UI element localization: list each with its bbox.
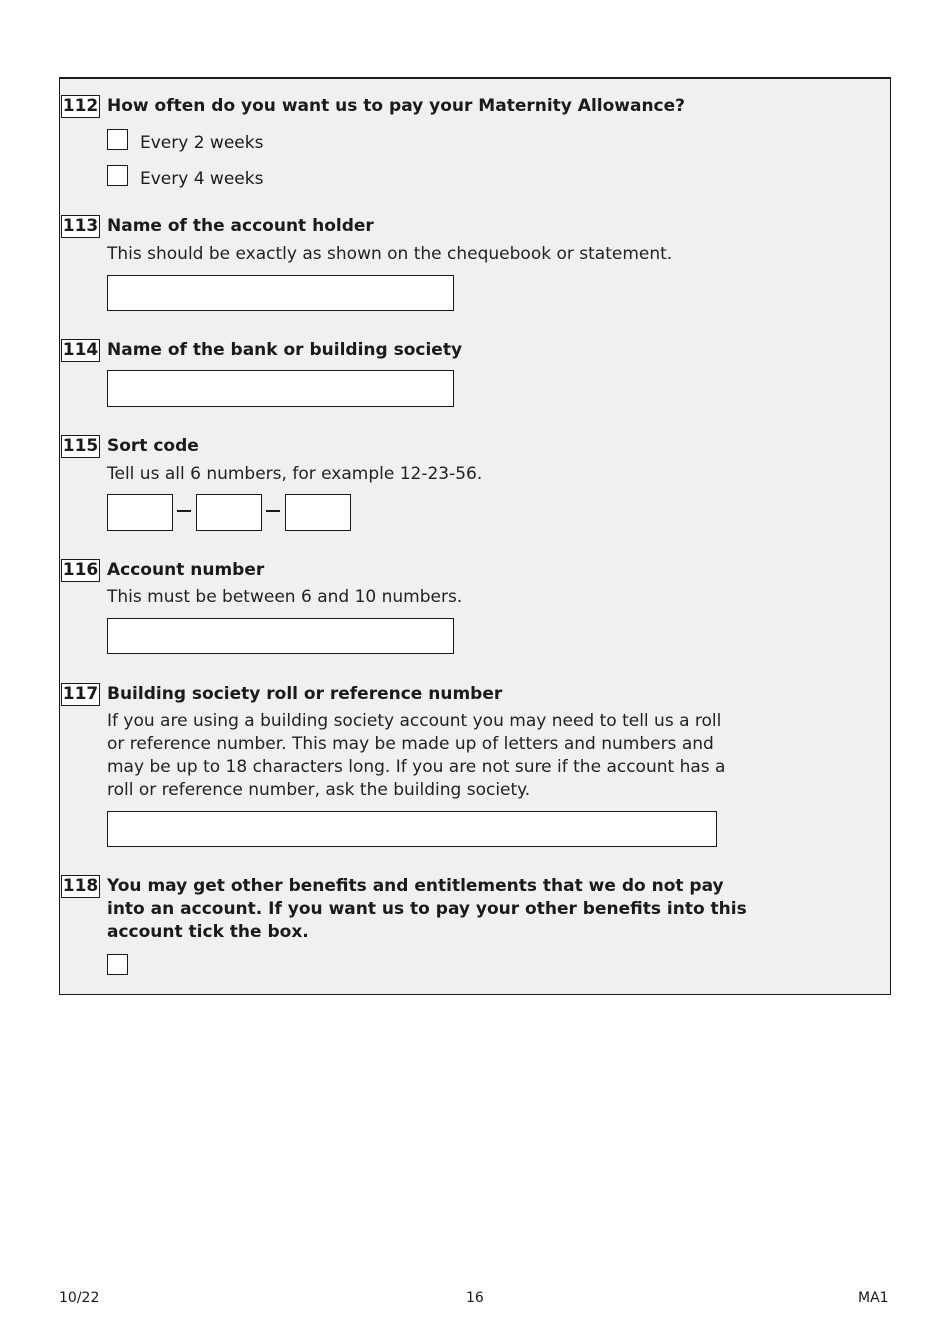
account-number-field[interactable] bbox=[107, 618, 454, 654]
question-number-112: 112 bbox=[62, 96, 99, 116]
question-title-114: Name of the bank or building society bbox=[107, 340, 463, 360]
question-title-117: Building society roll or reference number bbox=[107, 684, 503, 704]
checkbox-every-4-weeks[interactable] bbox=[107, 165, 128, 186]
account-holder-name-field[interactable] bbox=[107, 275, 454, 311]
bank-name-field[interactable] bbox=[107, 370, 454, 407]
sort-code-separator bbox=[177, 510, 191, 512]
roll-reference-number-field[interactable] bbox=[107, 811, 717, 847]
footer-page-number: 16 bbox=[466, 1290, 484, 1306]
question-number-114: 114 bbox=[62, 340, 99, 360]
sort-code-separator bbox=[266, 510, 280, 512]
checkbox-pay-other-benefits[interactable] bbox=[107, 954, 128, 975]
hint-sort-code: Tell us all 6 numbers, for example 12-23-56. bbox=[107, 464, 483, 484]
question-number-113: 113 bbox=[62, 216, 99, 236]
question-number-115: 115 bbox=[62, 436, 99, 456]
option-label-every-2-weeks: Every 2 weeks bbox=[140, 133, 264, 153]
hint-roll-number: If you are using a building society account you may need to tell us a roll or reference number. This may be made up of letters and numbers and may be up to 18 characters long. If you are not sure if the account has a roll or reference number, ask the building society. bbox=[107, 711, 726, 800]
question-title-112: How often do you want us to pay your Maternity Allowance? bbox=[107, 96, 686, 116]
question-title-115: Sort code bbox=[107, 436, 199, 456]
question-title-116: Account number bbox=[107, 560, 265, 580]
checkbox-every-2-weeks[interactable] bbox=[107, 129, 128, 150]
option-label-every-4-weeks: Every 4 weeks bbox=[140, 169, 264, 189]
sort-code-field-1[interactable] bbox=[107, 494, 173, 531]
sort-code-field-2[interactable] bbox=[196, 494, 262, 531]
question-number-116: 116 bbox=[62, 560, 99, 580]
footer-date-code: 10/22 bbox=[59, 1290, 100, 1306]
sort-code-field-3[interactable] bbox=[285, 494, 351, 531]
question-title-118: You may get other benefits and entitlements that we do not pay into an account. If you want us to pay your other benefits into this account tick the box. bbox=[107, 876, 747, 942]
footer-form-code: MA1 bbox=[858, 1290, 889, 1306]
hint-account-holder: This should be exactly as shown on the chequebook or statement. bbox=[107, 244, 673, 264]
hint-account-number: This must be between 6 and 10 numbers. bbox=[107, 587, 463, 607]
question-number-117: 117 bbox=[62, 684, 99, 704]
question-title-113: Name of the account holder bbox=[107, 216, 374, 236]
question-number-118: 118 bbox=[62, 876, 99, 896]
